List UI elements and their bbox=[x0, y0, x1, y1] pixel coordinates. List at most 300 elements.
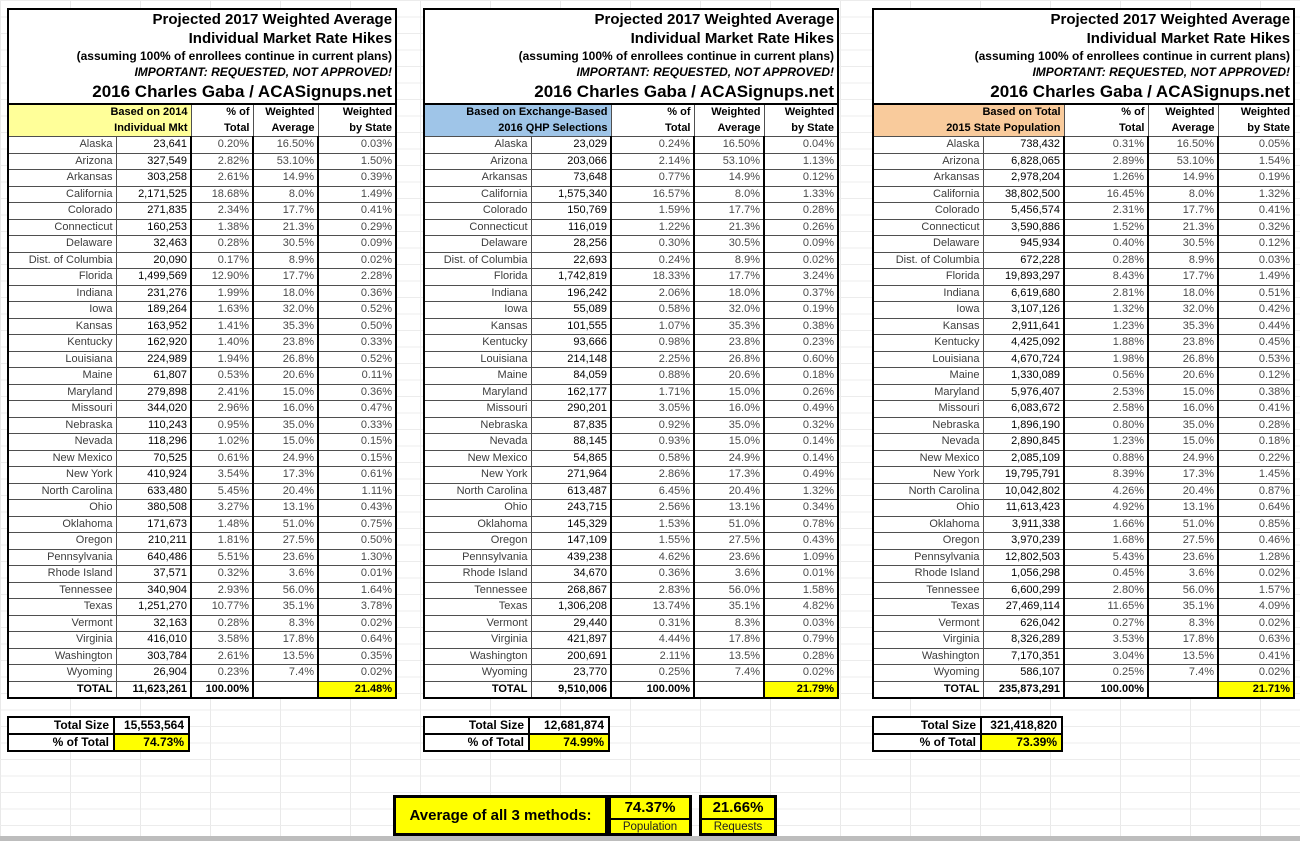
pct-of-total-cell[interactable]: 0.30% bbox=[611, 236, 694, 253]
enrollment-value-cell[interactable]: 439,238 bbox=[531, 549, 611, 566]
weighted-average-cell[interactable]: 30.5% bbox=[1148, 236, 1218, 253]
pct-of-total-label[interactable]: % of Total bbox=[425, 735, 530, 750]
weighted-by-state-cell[interactable]: 0.61% bbox=[318, 467, 396, 484]
state-cell[interactable]: Florida bbox=[873, 269, 983, 286]
pct-of-total-cell[interactable]: 2.53% bbox=[1064, 384, 1148, 401]
weighted-average-cell[interactable]: 13.1% bbox=[253, 500, 318, 517]
weighted-average-cell[interactable]: 20.4% bbox=[694, 483, 764, 500]
state-cell[interactable]: New Mexico bbox=[424, 450, 531, 467]
weighted-average-cell[interactable]: 35.3% bbox=[1148, 318, 1218, 335]
state-cell[interactable]: Missouri bbox=[873, 401, 983, 418]
state-cell[interactable]: New York bbox=[424, 467, 531, 484]
weighted-average-cell[interactable]: 3.6% bbox=[253, 566, 318, 583]
weighted-average-cell[interactable]: 35.0% bbox=[1148, 417, 1218, 434]
state-cell[interactable]: Tennessee bbox=[424, 582, 531, 599]
weighted-by-state-cell[interactable]: 0.42% bbox=[1218, 302, 1294, 319]
pct-of-total-cell[interactable]: 18.68% bbox=[191, 186, 253, 203]
enrollment-value-cell[interactable]: 1,742,819 bbox=[531, 269, 611, 286]
enrollment-value-cell[interactable]: 3,970,239 bbox=[983, 533, 1064, 550]
weighted-by-state-cell[interactable]: 0.45% bbox=[1218, 335, 1294, 352]
pct-of-total-cell[interactable]: 3.04% bbox=[1064, 648, 1148, 665]
state-cell[interactable]: Virginia bbox=[424, 632, 531, 649]
enrollment-value-cell[interactable]: 116,019 bbox=[531, 219, 611, 236]
enrollment-value-cell[interactable]: 6,619,680 bbox=[983, 285, 1064, 302]
weighted-by-state-cell[interactable]: 0.09% bbox=[318, 236, 396, 253]
weighted-by-state-cell[interactable]: 1.33% bbox=[764, 186, 838, 203]
weighted-average-cell[interactable]: 35.3% bbox=[694, 318, 764, 335]
pct-of-total-cell[interactable]: 3.54% bbox=[191, 467, 253, 484]
weighted-average-cell[interactable]: 35.0% bbox=[253, 417, 318, 434]
pct-of-total-cell[interactable]: 0.88% bbox=[1064, 450, 1148, 467]
weighted-average-cell[interactable]: 27.5% bbox=[253, 533, 318, 550]
pct-of-total-cell[interactable]: 3.05% bbox=[611, 401, 694, 418]
enrollment-value-cell[interactable]: 2,171,525 bbox=[116, 186, 191, 203]
pct-of-total-cell[interactable]: 1.52% bbox=[1064, 219, 1148, 236]
weighted-average-cell[interactable]: 8.3% bbox=[694, 615, 764, 632]
state-cell[interactable]: North Carolina bbox=[873, 483, 983, 500]
weighted-average-cell[interactable]: 56.0% bbox=[1148, 582, 1218, 599]
state-cell[interactable]: Kentucky bbox=[424, 335, 531, 352]
state-cell[interactable]: Nevada bbox=[873, 434, 983, 451]
weighted-average-cell[interactable]: 21.3% bbox=[1148, 219, 1218, 236]
pct-of-total-cell[interactable]: 2.81% bbox=[1064, 285, 1148, 302]
weighted-average-cell[interactable]: 20.6% bbox=[253, 368, 318, 385]
pct-of-total-cell[interactable]: 0.88% bbox=[611, 368, 694, 385]
pct-of-total-cell[interactable]: 10.77% bbox=[191, 599, 253, 616]
enrollment-value-cell[interactable]: 19,893,297 bbox=[983, 269, 1064, 286]
state-cell[interactable]: Vermont bbox=[873, 615, 983, 632]
pct-of-total-cell[interactable]: 1.23% bbox=[1064, 434, 1148, 451]
weighted-by-state-cell[interactable]: 0.35% bbox=[318, 648, 396, 665]
state-cell[interactable]: Indiana bbox=[8, 285, 116, 302]
state-cell[interactable]: Colorado bbox=[8, 203, 116, 220]
enrollment-value-cell[interactable]: 200,691 bbox=[531, 648, 611, 665]
weighted-average-cell[interactable]: 8.0% bbox=[253, 186, 318, 203]
enrollment-value-cell[interactable]: 5,976,407 bbox=[983, 384, 1064, 401]
pct-of-total-cell[interactable]: 0.98% bbox=[611, 335, 694, 352]
pct-of-total-cell[interactable]: 1.07% bbox=[611, 318, 694, 335]
enrollment-value-cell[interactable]: 6,083,672 bbox=[983, 401, 1064, 418]
enrollment-value-cell[interactable]: 32,463 bbox=[116, 236, 191, 253]
enrollment-value-cell[interactable]: 1,056,298 bbox=[983, 566, 1064, 583]
enrollment-value-cell[interactable]: 38,802,500 bbox=[983, 186, 1064, 203]
weighted-average-cell[interactable]: 26.8% bbox=[1148, 351, 1218, 368]
pct-of-total-cell[interactable]: 5.43% bbox=[1064, 549, 1148, 566]
state-cell[interactable]: Wyoming bbox=[8, 665, 116, 682]
enrollment-value-cell[interactable]: 303,258 bbox=[116, 170, 191, 187]
pct-of-total-cell[interactable]: 5.45% bbox=[191, 483, 253, 500]
state-cell[interactable]: Kentucky bbox=[8, 335, 116, 352]
state-cell[interactable]: North Carolina bbox=[8, 483, 116, 500]
weighted-by-state-cell[interactable]: 1.30% bbox=[318, 549, 396, 566]
weighted-by-state-cell[interactable]: 0.18% bbox=[764, 368, 838, 385]
weighted-average-cell[interactable]: 21.3% bbox=[694, 219, 764, 236]
enrollment-value-cell[interactable]: 586,107 bbox=[983, 665, 1064, 682]
pct-of-total-cell[interactable]: 1.68% bbox=[1064, 533, 1148, 550]
weighted-by-state-cell[interactable]: 4.82% bbox=[764, 599, 838, 616]
weighted-by-state-cell[interactable]: 0.38% bbox=[1218, 384, 1294, 401]
enrollment-value-cell[interactable]: 410,924 bbox=[116, 467, 191, 484]
enrollment-value-cell[interactable]: 4,670,724 bbox=[983, 351, 1064, 368]
state-cell[interactable]: Wyoming bbox=[873, 665, 983, 682]
enrollment-value-cell[interactable]: 1,575,340 bbox=[531, 186, 611, 203]
enrollment-value-cell[interactable]: 1,330,089 bbox=[983, 368, 1064, 385]
state-cell[interactable]: Nevada bbox=[8, 434, 116, 451]
enrollment-value-cell[interactable]: 1,306,208 bbox=[531, 599, 611, 616]
enrollment-value-cell[interactable]: 340,904 bbox=[116, 582, 191, 599]
pct-of-total-cell[interactable]: 2.41% bbox=[191, 384, 253, 401]
state-cell[interactable]: Louisiana bbox=[8, 351, 116, 368]
state-cell[interactable]: Arizona bbox=[873, 153, 983, 170]
state-cell[interactable]: Kansas bbox=[873, 318, 983, 335]
state-cell[interactable]: Florida bbox=[8, 269, 116, 286]
enrollment-value-cell[interactable]: 20,090 bbox=[116, 252, 191, 269]
weighted-by-state-cell[interactable]: 3.24% bbox=[764, 269, 838, 286]
weighted-by-state-cell[interactable]: 0.32% bbox=[764, 417, 838, 434]
state-cell[interactable]: Oregon bbox=[8, 533, 116, 550]
weighted-by-state-cell[interactable]: 0.14% bbox=[764, 434, 838, 451]
weighted-average-cell[interactable]: 16.50% bbox=[1148, 137, 1218, 154]
enrollment-value-cell[interactable]: 231,276 bbox=[116, 285, 191, 302]
weighted-average-cell[interactable]: 8.3% bbox=[253, 615, 318, 632]
state-cell[interactable]: Alaska bbox=[424, 137, 531, 154]
pct-of-total-cell[interactable]: 2.61% bbox=[191, 170, 253, 187]
state-cell[interactable]: North Carolina bbox=[424, 483, 531, 500]
weighted-by-state-cell[interactable]: 0.52% bbox=[318, 302, 396, 319]
pct-of-total-cell[interactable]: 6.45% bbox=[611, 483, 694, 500]
weighted-by-state-cell[interactable]: 0.15% bbox=[318, 434, 396, 451]
weighted-by-state-cell[interactable]: 1.49% bbox=[318, 186, 396, 203]
state-cell[interactable]: Kansas bbox=[8, 318, 116, 335]
weighted-by-state-cell[interactable]: 0.49% bbox=[764, 467, 838, 484]
weighted-average-cell[interactable]: 35.1% bbox=[694, 599, 764, 616]
pct-of-total-cell[interactable]: 0.36% bbox=[611, 566, 694, 583]
weighted-average-cell[interactable]: 13.1% bbox=[1148, 500, 1218, 517]
pct-of-total-cell[interactable]: 0.31% bbox=[1064, 137, 1148, 154]
pct-of-total-cell[interactable]: 0.61% bbox=[191, 450, 253, 467]
state-cell[interactable]: Colorado bbox=[873, 203, 983, 220]
state-cell[interactable]: Vermont bbox=[8, 615, 116, 632]
weighted-average-cell[interactable]: 35.0% bbox=[694, 417, 764, 434]
enrollment-value-cell[interactable]: 210,211 bbox=[116, 533, 191, 550]
pct-of-total-value[interactable]: 73.39% bbox=[982, 735, 1061, 750]
pct-of-total-cell[interactable]: 2.89% bbox=[1064, 153, 1148, 170]
enrollment-value-cell[interactable]: 203,066 bbox=[531, 153, 611, 170]
total-pct-cell[interactable]: 100.00% bbox=[611, 681, 694, 698]
state-cell[interactable]: Alaska bbox=[873, 137, 983, 154]
weighted-by-state-cell[interactable]: 1.09% bbox=[764, 549, 838, 566]
enrollment-value-cell[interactable]: 214,148 bbox=[531, 351, 611, 368]
state-cell[interactable]: Virginia bbox=[873, 632, 983, 649]
state-cell[interactable]: Washington bbox=[873, 648, 983, 665]
pct-of-total-cell[interactable]: 0.53% bbox=[191, 368, 253, 385]
total-weighted-avg-cell[interactable] bbox=[694, 681, 764, 698]
pct-of-total-cell[interactable]: 0.23% bbox=[191, 665, 253, 682]
weighted-by-state-cell[interactable]: 0.43% bbox=[318, 500, 396, 517]
weighted-by-state-cell[interactable]: 1.49% bbox=[1218, 269, 1294, 286]
enrollment-value-cell[interactable]: 6,828,065 bbox=[983, 153, 1064, 170]
weighted-average-cell[interactable]: 18.0% bbox=[253, 285, 318, 302]
enrollment-value-cell[interactable]: 1,896,190 bbox=[983, 417, 1064, 434]
weighted-by-state-cell[interactable]: 0.64% bbox=[318, 632, 396, 649]
weighted-average-cell[interactable]: 32.0% bbox=[253, 302, 318, 319]
total-label-cell[interactable]: TOTAL bbox=[424, 681, 531, 698]
pct-of-total-cell[interactable]: 11.65% bbox=[1064, 599, 1148, 616]
weighted-average-cell[interactable]: 16.0% bbox=[253, 401, 318, 418]
weighted-by-state-cell[interactable]: 0.02% bbox=[318, 665, 396, 682]
state-cell[interactable]: Washington bbox=[424, 648, 531, 665]
state-cell[interactable]: Missouri bbox=[424, 401, 531, 418]
basis-header-cell[interactable] bbox=[873, 104, 1064, 137]
state-cell[interactable]: Arkansas bbox=[424, 170, 531, 187]
weighted-by-state-cell[interactable]: 0.09% bbox=[764, 236, 838, 253]
pct-of-total-cell[interactable]: 0.56% bbox=[1064, 368, 1148, 385]
enrollment-value-cell[interactable]: 8,326,289 bbox=[983, 632, 1064, 649]
total-size-label[interactable]: Total Size bbox=[874, 718, 982, 733]
state-cell[interactable]: Iowa bbox=[424, 302, 531, 319]
weighted-average-cell[interactable]: 53.10% bbox=[1148, 153, 1218, 170]
pct-of-total-cell[interactable]: 2.93% bbox=[191, 582, 253, 599]
state-cell[interactable]: Nebraska bbox=[873, 417, 983, 434]
state-cell[interactable]: Ohio bbox=[424, 500, 531, 517]
weighted-average-cell[interactable]: 7.4% bbox=[694, 665, 764, 682]
state-cell[interactable]: Nebraska bbox=[8, 417, 116, 434]
enrollment-value-cell[interactable]: 303,784 bbox=[116, 648, 191, 665]
total-size-value[interactable]: 12,681,874 bbox=[543, 718, 604, 732]
state-cell[interactable]: Louisiana bbox=[424, 351, 531, 368]
weighted-by-state-cell[interactable]: 0.63% bbox=[1218, 632, 1294, 649]
weighted-average-cell[interactable]: 18.0% bbox=[694, 285, 764, 302]
pct-of-total-cell[interactable]: 1.94% bbox=[191, 351, 253, 368]
weighted-average-cell[interactable]: 15.0% bbox=[1148, 384, 1218, 401]
total-size-label[interactable]: Total Size bbox=[425, 718, 530, 733]
enrollment-value-cell[interactable]: 162,177 bbox=[531, 384, 611, 401]
pct-of-total-cell[interactable]: 1.32% bbox=[1064, 302, 1148, 319]
weighted-by-state-cell[interactable]: 1.28% bbox=[1218, 549, 1294, 566]
enrollment-value-cell[interactable]: 28,256 bbox=[531, 236, 611, 253]
pct-of-total-cell[interactable]: 1.40% bbox=[191, 335, 253, 352]
total-size-value[interactable]: 15,553,564 bbox=[123, 718, 184, 732]
basis-header-cell[interactable] bbox=[424, 104, 611, 137]
weighted-average-cell[interactable]: 23.8% bbox=[1148, 335, 1218, 352]
weighted-average-cell[interactable]: 20.6% bbox=[1148, 368, 1218, 385]
enrollment-value-cell[interactable]: 29,440 bbox=[531, 615, 611, 632]
weighted-by-state-cell[interactable]: 0.33% bbox=[318, 335, 396, 352]
state-cell[interactable]: California bbox=[873, 186, 983, 203]
pct-of-total-cell[interactable]: 0.27% bbox=[1064, 615, 1148, 632]
weighted-by-state-cell[interactable]: 0.41% bbox=[1218, 401, 1294, 418]
pct-of-total-cell[interactable]: 2.31% bbox=[1064, 203, 1148, 220]
total-weighted-by-state-cell[interactable]: 21.79% bbox=[764, 681, 838, 698]
weighted-average-cell[interactable]: 53.10% bbox=[694, 153, 764, 170]
weighted-by-state-cell[interactable]: 1.32% bbox=[1218, 186, 1294, 203]
weighted-by-state-cell[interactable]: 0.22% bbox=[1218, 450, 1294, 467]
weighted-by-state-cell[interactable]: 1.58% bbox=[764, 582, 838, 599]
state-cell[interactable]: Connecticut bbox=[8, 219, 116, 236]
state-cell[interactable]: Louisiana bbox=[873, 351, 983, 368]
weighted-average-cell[interactable]: 26.8% bbox=[253, 351, 318, 368]
pct-of-total-cell[interactable]: 0.93% bbox=[611, 434, 694, 451]
pct-of-total-cell[interactable]: 1.26% bbox=[1064, 170, 1148, 187]
weighted-by-state-cell[interactable]: 0.36% bbox=[318, 285, 396, 302]
enrollment-value-cell[interactable]: 34,670 bbox=[531, 566, 611, 583]
state-cell[interactable]: Connecticut bbox=[873, 219, 983, 236]
state-cell[interactable]: Rhode Island bbox=[424, 566, 531, 583]
weighted-average-cell[interactable]: 17.7% bbox=[1148, 269, 1218, 286]
pct-of-total-cell[interactable]: 8.43% bbox=[1064, 269, 1148, 286]
weighted-average-cell[interactable]: 17.3% bbox=[694, 467, 764, 484]
pct-of-total-cell[interactable]: 1.81% bbox=[191, 533, 253, 550]
weighted-average-cell[interactable]: 20.4% bbox=[1148, 483, 1218, 500]
enrollment-value-cell[interactable]: 5,456,574 bbox=[983, 203, 1064, 220]
state-cell[interactable]: Rhode Island bbox=[873, 566, 983, 583]
enrollment-value-cell[interactable]: 84,059 bbox=[531, 368, 611, 385]
pct-of-total-cell[interactable]: 2.25% bbox=[611, 351, 694, 368]
weighted-by-state-cell[interactable]: 0.28% bbox=[764, 648, 838, 665]
state-cell[interactable]: New York bbox=[873, 467, 983, 484]
state-cell[interactable]: Maryland bbox=[873, 384, 983, 401]
state-cell[interactable]: Arkansas bbox=[8, 170, 116, 187]
enrollment-value-cell[interactable]: 19,795,791 bbox=[983, 467, 1064, 484]
state-cell[interactable]: Delaware bbox=[873, 236, 983, 253]
pct-of-total-cell[interactable]: 0.25% bbox=[611, 665, 694, 682]
state-cell[interactable]: Maryland bbox=[8, 384, 116, 401]
pct-of-total-cell[interactable]: 2.83% bbox=[611, 582, 694, 599]
pct-of-total-cell[interactable]: 2.14% bbox=[611, 153, 694, 170]
enrollment-value-cell[interactable]: 2,085,109 bbox=[983, 450, 1064, 467]
weighted-average-cell[interactable]: 56.0% bbox=[253, 582, 318, 599]
weighted-average-cell[interactable]: 15.0% bbox=[253, 434, 318, 451]
weighted-by-state-cell[interactable]: 0.44% bbox=[1218, 318, 1294, 335]
enrollment-value-cell[interactable]: 279,898 bbox=[116, 384, 191, 401]
weighted-by-state-cell[interactable]: 0.50% bbox=[318, 318, 396, 335]
weighted-average-cell[interactable]: 24.9% bbox=[253, 450, 318, 467]
enrollment-value-cell[interactable]: 421,897 bbox=[531, 632, 611, 649]
pct-of-total-cell[interactable]: 1.88% bbox=[1064, 335, 1148, 352]
pct-of-total-cell[interactable]: 3.53% bbox=[1064, 632, 1148, 649]
enrollment-value-cell[interactable]: 380,508 bbox=[116, 500, 191, 517]
enrollment-value-cell[interactable]: 93,666 bbox=[531, 335, 611, 352]
pct-of-total-cell[interactable]: 1.23% bbox=[1064, 318, 1148, 335]
state-cell[interactable]: Virginia bbox=[8, 632, 116, 649]
weighted-by-state-cell[interactable]: 0.50% bbox=[318, 533, 396, 550]
pct-of-total-cell[interactable]: 2.06% bbox=[611, 285, 694, 302]
weighted-by-state-cell[interactable]: 0.78% bbox=[764, 516, 838, 533]
weighted-by-state-cell[interactable]: 0.37% bbox=[764, 285, 838, 302]
pct-of-total-cell[interactable]: 1.02% bbox=[191, 434, 253, 451]
enrollment-value-cell[interactable]: 4,425,092 bbox=[983, 335, 1064, 352]
state-cell[interactable]: Rhode Island bbox=[8, 566, 116, 583]
state-cell[interactable]: Colorado bbox=[424, 203, 531, 220]
pct-of-total-cell[interactable]: 1.66% bbox=[1064, 516, 1148, 533]
pct-of-total-cell[interactable]: 18.33% bbox=[611, 269, 694, 286]
state-cell[interactable]: New Mexico bbox=[8, 450, 116, 467]
weighted-average-cell[interactable]: 15.0% bbox=[253, 384, 318, 401]
weighted-by-state-cell[interactable]: 0.02% bbox=[318, 252, 396, 269]
weighted-average-cell[interactable]: 23.6% bbox=[694, 549, 764, 566]
enrollment-value-cell[interactable]: 110,243 bbox=[116, 417, 191, 434]
table-title-cell[interactable] bbox=[873, 9, 1294, 104]
pct-of-total-value[interactable]: 74.99% bbox=[530, 735, 608, 750]
weighted-average-cell[interactable]: 14.9% bbox=[694, 170, 764, 187]
weighted-average-cell[interactable]: 17.7% bbox=[1148, 203, 1218, 220]
weighted-by-state-cell[interactable]: 0.02% bbox=[764, 665, 838, 682]
total-weighted-by-state-cell[interactable]: 21.71% bbox=[1218, 681, 1294, 698]
enrollment-value-cell[interactable]: 1,251,270 bbox=[116, 599, 191, 616]
weighted-by-state-cell[interactable]: 0.04% bbox=[764, 137, 838, 154]
pct-of-total-cell[interactable]: 2.96% bbox=[191, 401, 253, 418]
state-cell[interactable]: California bbox=[424, 186, 531, 203]
enrollment-value-cell[interactable]: 268,867 bbox=[531, 582, 611, 599]
enrollment-value-cell[interactable]: 160,253 bbox=[116, 219, 191, 236]
state-cell[interactable]: Iowa bbox=[873, 302, 983, 319]
weighted-average-cell[interactable]: 27.5% bbox=[694, 533, 764, 550]
weighted-average-cell[interactable]: 26.8% bbox=[694, 351, 764, 368]
state-cell[interactable]: Maine bbox=[8, 368, 116, 385]
enrollment-value-cell[interactable]: 70,525 bbox=[116, 450, 191, 467]
weighted-by-state-cell[interactable]: 0.39% bbox=[318, 170, 396, 187]
weighted-by-state-cell[interactable]: 0.52% bbox=[318, 351, 396, 368]
weighted-average-cell[interactable]: 8.3% bbox=[1148, 615, 1218, 632]
weighted-average-cell[interactable]: 8.9% bbox=[1148, 252, 1218, 269]
weighted-average-cell[interactable]: 17.8% bbox=[1148, 632, 1218, 649]
state-cell[interactable]: New York bbox=[8, 467, 116, 484]
weighted-by-state-cell[interactable]: 0.79% bbox=[764, 632, 838, 649]
weighted-by-state-header[interactable]: Weighted by State bbox=[1218, 104, 1294, 137]
pct-of-total-header[interactable]: % of Total bbox=[191, 104, 253, 137]
state-cell[interactable]: Maryland bbox=[424, 384, 531, 401]
weighted-by-state-cell[interactable]: 0.41% bbox=[1218, 648, 1294, 665]
weighted-average-cell[interactable]: 7.4% bbox=[1148, 665, 1218, 682]
pct-of-total-cell[interactable]: 2.58% bbox=[1064, 401, 1148, 418]
enrollment-value-cell[interactable]: 23,770 bbox=[531, 665, 611, 682]
pct-of-total-cell[interactable]: 0.24% bbox=[611, 252, 694, 269]
pct-of-total-cell[interactable]: 0.20% bbox=[191, 137, 253, 154]
pct-of-total-cell[interactable]: 4.62% bbox=[611, 549, 694, 566]
weighted-average-cell[interactable]: 17.7% bbox=[694, 269, 764, 286]
weighted-by-state-cell[interactable]: 0.34% bbox=[764, 500, 838, 517]
weighted-average-cell[interactable]: 15.0% bbox=[694, 384, 764, 401]
total-pct-cell[interactable]: 100.00% bbox=[1064, 681, 1148, 698]
enrollment-value-cell[interactable]: 37,571 bbox=[116, 566, 191, 583]
weighted-by-state-cell[interactable]: 0.36% bbox=[318, 384, 396, 401]
pct-of-total-cell[interactable]: 0.40% bbox=[1064, 236, 1148, 253]
weighted-average-cell[interactable]: 3.6% bbox=[694, 566, 764, 583]
enrollment-value-cell[interactable]: 633,480 bbox=[116, 483, 191, 500]
state-cell[interactable]: Pennsylvania bbox=[8, 549, 116, 566]
pct-of-total-cell[interactable]: 5.51% bbox=[191, 549, 253, 566]
weighted-by-state-cell[interactable]: 0.02% bbox=[318, 615, 396, 632]
enrollment-value-cell[interactable]: 2,890,845 bbox=[983, 434, 1064, 451]
state-cell[interactable]: Iowa bbox=[8, 302, 116, 319]
weighted-by-state-cell[interactable]: 0.75% bbox=[318, 516, 396, 533]
weighted-average-cell[interactable]: 20.6% bbox=[694, 368, 764, 385]
pct-of-total-header[interactable]: % of Total bbox=[611, 104, 694, 137]
weighted-average-cell[interactable]: 17.8% bbox=[694, 632, 764, 649]
pct-of-total-cell[interactable]: 3.58% bbox=[191, 632, 253, 649]
weighted-average-cell[interactable]: 21.3% bbox=[253, 219, 318, 236]
weighted-by-state-cell[interactable]: 1.50% bbox=[318, 153, 396, 170]
weighted-by-state-cell[interactable]: 0.33% bbox=[318, 417, 396, 434]
state-cell[interactable]: California bbox=[8, 186, 116, 203]
weighted-by-state-cell[interactable]: 0.02% bbox=[1218, 566, 1294, 583]
weighted-average-cell[interactable]: 56.0% bbox=[694, 582, 764, 599]
state-cell[interactable]: Maine bbox=[424, 368, 531, 385]
state-cell[interactable]: Kentucky bbox=[873, 335, 983, 352]
state-cell[interactable]: Vermont bbox=[424, 615, 531, 632]
weighted-by-state-cell[interactable]: 1.57% bbox=[1218, 582, 1294, 599]
average-population-cell[interactable] bbox=[608, 795, 692, 836]
